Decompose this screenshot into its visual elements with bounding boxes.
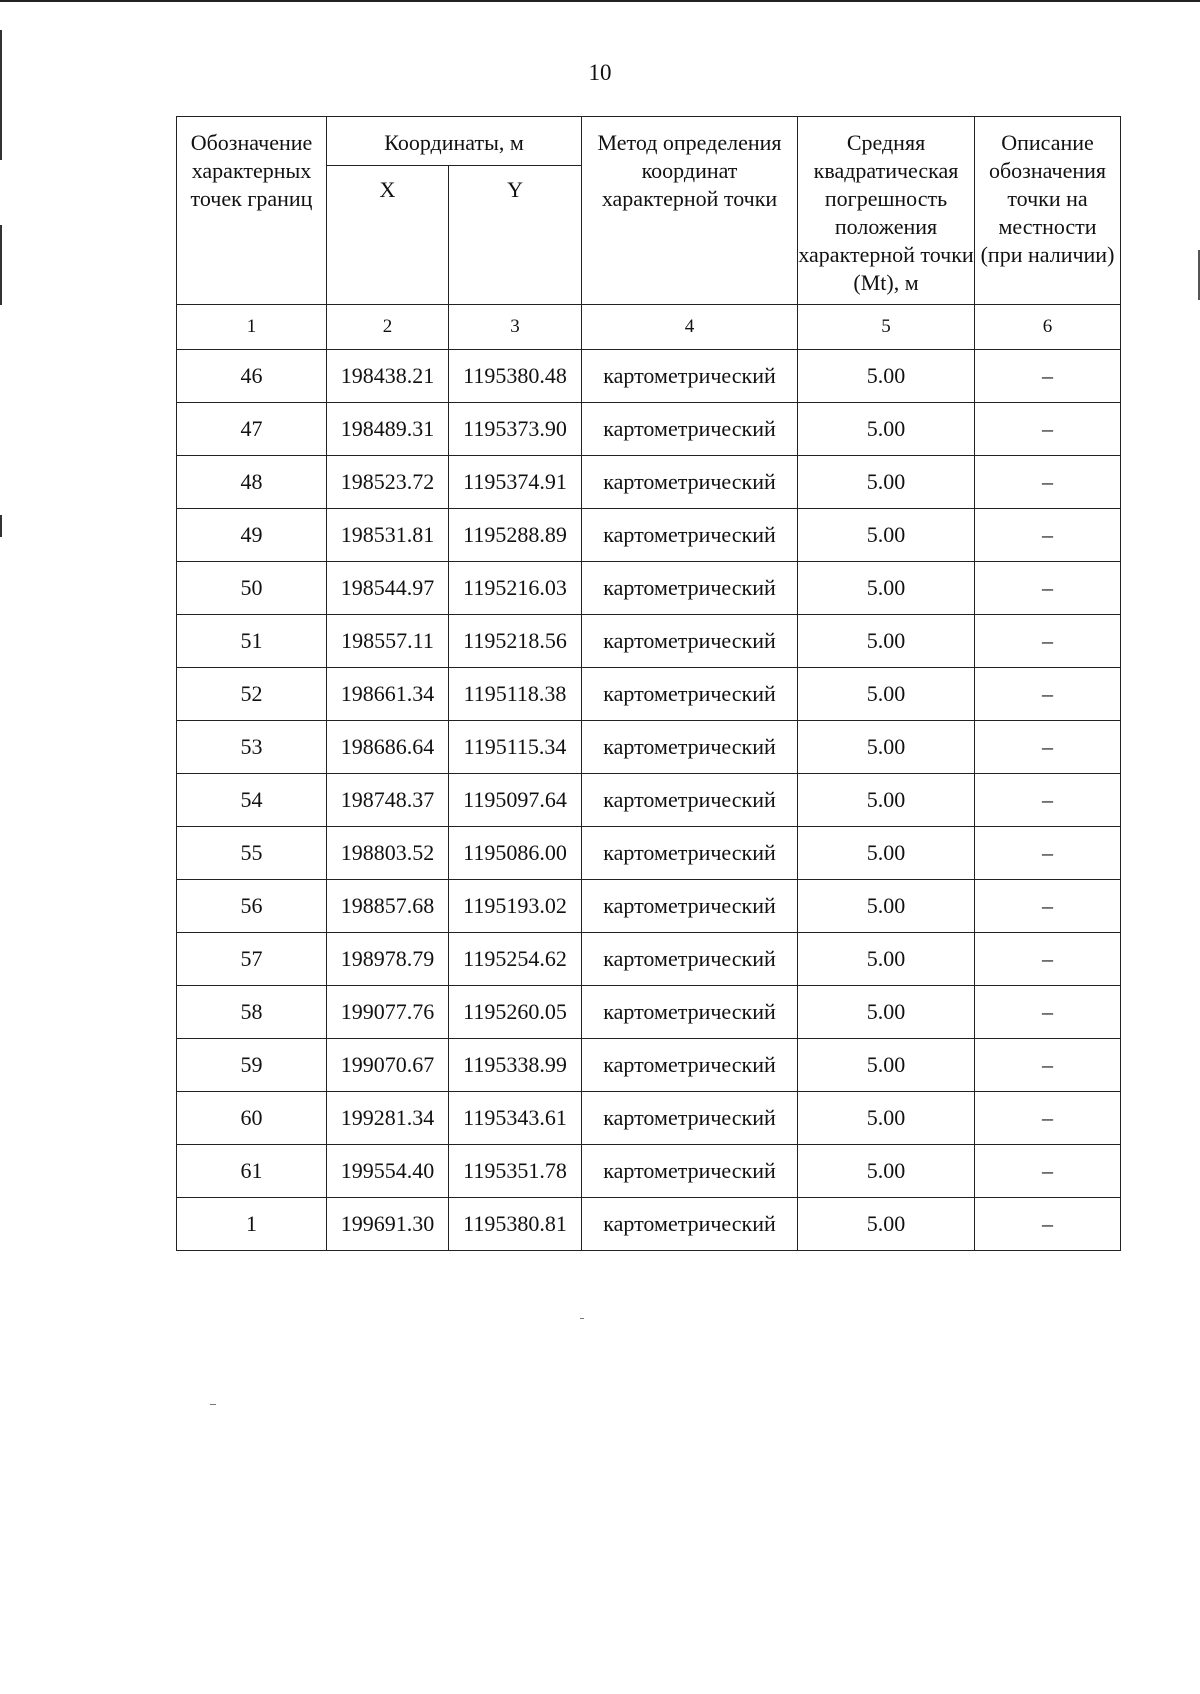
cell-mean-error: 5.00 [798, 1039, 975, 1092]
cell-method: картометрический [582, 562, 798, 615]
cell-x: 199691.30 [327, 1198, 449, 1251]
cell-x: 199554.40 [327, 1145, 449, 1198]
cell-method: картометрический [582, 403, 798, 456]
column-numbers-row [177, 305, 1121, 350]
cell-description: – [975, 1092, 1121, 1145]
cell-y: 1195097.64 [449, 774, 582, 827]
scan-left-mark [0, 515, 2, 537]
cell-x: 198531.81 [327, 509, 449, 562]
cell-x: 198748.37 [327, 774, 449, 827]
cell-y: 1195380.48 [449, 350, 582, 403]
cell-y: 1195115.34 [449, 721, 582, 774]
cell-description: – [975, 562, 1121, 615]
cell-point-number: 48 [177, 456, 327, 509]
scan-left-mark [0, 30, 2, 160]
cell-description: – [975, 1198, 1121, 1251]
cell-method: картометрический [582, 721, 798, 774]
cell-mean-error: 5.00 [798, 403, 975, 456]
table-row [177, 827, 1121, 880]
table-row [177, 403, 1121, 456]
cell-point-number: 50 [177, 562, 327, 615]
scan-speck [580, 1318, 584, 1319]
cell-mean-error: 5.00 [798, 1092, 975, 1145]
cell-y: 1195338.99 [449, 1039, 582, 1092]
header-x: X [327, 166, 449, 305]
cell-y: 1195254.62 [449, 933, 582, 986]
cell-point-number: 57 [177, 933, 327, 986]
cell-y: 1195086.00 [449, 827, 582, 880]
cell-method: картометрический [582, 986, 798, 1039]
cell-y: 1195374.91 [449, 456, 582, 509]
cell-description: – [975, 933, 1121, 986]
table-row [177, 509, 1121, 562]
cell-x: 198438.21 [327, 350, 449, 403]
cell-method: картометрический [582, 880, 798, 933]
cell-method: картометрический [582, 668, 798, 721]
column-number: 1 [177, 305, 327, 350]
table-row [177, 933, 1121, 986]
cell-mean-error: 5.00 [798, 456, 975, 509]
table-row [177, 986, 1121, 1039]
cell-description: – [975, 615, 1121, 668]
column-number: 4 [582, 305, 798, 350]
cell-mean-error: 5.00 [798, 880, 975, 933]
cell-point-number: 1 [177, 1198, 327, 1251]
cell-method: картометрический [582, 774, 798, 827]
cell-x: 199070.67 [327, 1039, 449, 1092]
cell-x: 198661.34 [327, 668, 449, 721]
table-row [177, 721, 1121, 774]
cell-x: 198803.52 [327, 827, 449, 880]
table-row [177, 456, 1121, 509]
scan-speck [210, 1404, 216, 1405]
cell-description: – [975, 509, 1121, 562]
cell-mean-error: 5.00 [798, 986, 975, 1039]
cell-mean-error: 5.00 [798, 668, 975, 721]
cell-description: – [975, 350, 1121, 403]
cell-method: картометрический [582, 1039, 798, 1092]
cell-x: 198557.11 [327, 615, 449, 668]
cell-point-number: 61 [177, 1145, 327, 1198]
cell-description: – [975, 456, 1121, 509]
cell-point-number: 49 [177, 509, 327, 562]
cell-method: картометрический [582, 350, 798, 403]
cell-description: – [975, 403, 1121, 456]
cell-point-number: 55 [177, 827, 327, 880]
cell-x: 198523.72 [327, 456, 449, 509]
cell-point-number: 53 [177, 721, 327, 774]
cell-method: картометрический [582, 615, 798, 668]
cell-description: – [975, 668, 1121, 721]
column-number: 6 [975, 305, 1121, 350]
cell-x: 198978.79 [327, 933, 449, 986]
cell-mean-error: 5.00 [798, 509, 975, 562]
header-point-designation: Обозначение характерных точек границ [177, 117, 327, 305]
cell-point-number: 59 [177, 1039, 327, 1092]
cell-y: 1195343.61 [449, 1092, 582, 1145]
cell-x: 198544.97 [327, 562, 449, 615]
cell-description: – [975, 1039, 1121, 1092]
cell-description: – [975, 774, 1121, 827]
table-row [177, 1198, 1121, 1251]
cell-x: 198686.64 [327, 721, 449, 774]
table-row [177, 1145, 1121, 1198]
cell-y: 1195118.38 [449, 668, 582, 721]
table-row [177, 668, 1121, 721]
scan-top-edge [0, 0, 1200, 2]
page-number: 10 [588, 60, 612, 85]
cell-point-number: 51 [177, 615, 327, 668]
cell-point-number: 56 [177, 880, 327, 933]
cell-point-number: 58 [177, 986, 327, 1039]
cell-mean-error: 5.00 [798, 827, 975, 880]
cell-description: – [975, 986, 1121, 1039]
table-row [177, 1039, 1121, 1092]
cell-method: картометрический [582, 933, 798, 986]
cell-method: картометрический [582, 827, 798, 880]
cell-y: 1195193.02 [449, 880, 582, 933]
cell-x: 199281.34 [327, 1092, 449, 1145]
cell-method: картометрический [582, 1145, 798, 1198]
cell-mean-error: 5.00 [798, 1145, 975, 1198]
table-row [177, 1092, 1121, 1145]
cell-y: 1195373.90 [449, 403, 582, 456]
table-body [177, 350, 1121, 1251]
cell-y: 1195216.03 [449, 562, 582, 615]
cell-description: – [975, 721, 1121, 774]
table-row [177, 350, 1121, 403]
cell-method: картометрический [582, 1198, 798, 1251]
scan-left-mark [0, 225, 2, 305]
column-number: 5 [798, 305, 975, 350]
cell-x: 198857.68 [327, 880, 449, 933]
column-number: 3 [449, 305, 582, 350]
cell-point-number: 60 [177, 1092, 327, 1145]
cell-point-number: 54 [177, 774, 327, 827]
cell-x: 199077.76 [327, 986, 449, 1039]
cell-mean-error: 5.00 [798, 562, 975, 615]
cell-mean-error: 5.00 [798, 721, 975, 774]
cell-mean-error: 5.00 [798, 933, 975, 986]
header-method: Метод определения координат характерной точки [582, 117, 798, 305]
header-mean-error: Средняя квадратическая погрешность положения характерной точки (Mt), м [798, 117, 975, 305]
cell-mean-error: 5.00 [798, 615, 975, 668]
cell-method: картометрический [582, 1092, 798, 1145]
table-row [177, 774, 1121, 827]
header-y: Y [449, 166, 582, 305]
cell-mean-error: 5.00 [798, 774, 975, 827]
cell-description: – [975, 1145, 1121, 1198]
table-row [177, 880, 1121, 933]
cell-description: – [975, 880, 1121, 933]
cell-description: – [975, 827, 1121, 880]
cell-point-number: 46 [177, 350, 327, 403]
cell-y: 1195380.81 [449, 1198, 582, 1251]
cell-method: картометрический [582, 456, 798, 509]
header-description: Описание обозначения точки на местности (при наличии) [975, 117, 1121, 305]
cell-y: 1195288.89 [449, 509, 582, 562]
cell-mean-error: 5.00 [798, 350, 975, 403]
cell-point-number: 52 [177, 668, 327, 721]
table-row [177, 615, 1121, 668]
table-row [177, 562, 1121, 615]
cell-y: 1195260.05 [449, 986, 582, 1039]
boundary-points-table [176, 116, 1121, 1251]
column-number: 2 [327, 305, 449, 350]
cell-point-number: 47 [177, 403, 327, 456]
cell-x: 198489.31 [327, 403, 449, 456]
cell-method: картометрический [582, 509, 798, 562]
header-coordinates: Координаты, м [327, 117, 582, 166]
cell-y: 1195351.78 [449, 1145, 582, 1198]
cell-y: 1195218.56 [449, 615, 582, 668]
cell-mean-error: 5.00 [798, 1198, 975, 1251]
